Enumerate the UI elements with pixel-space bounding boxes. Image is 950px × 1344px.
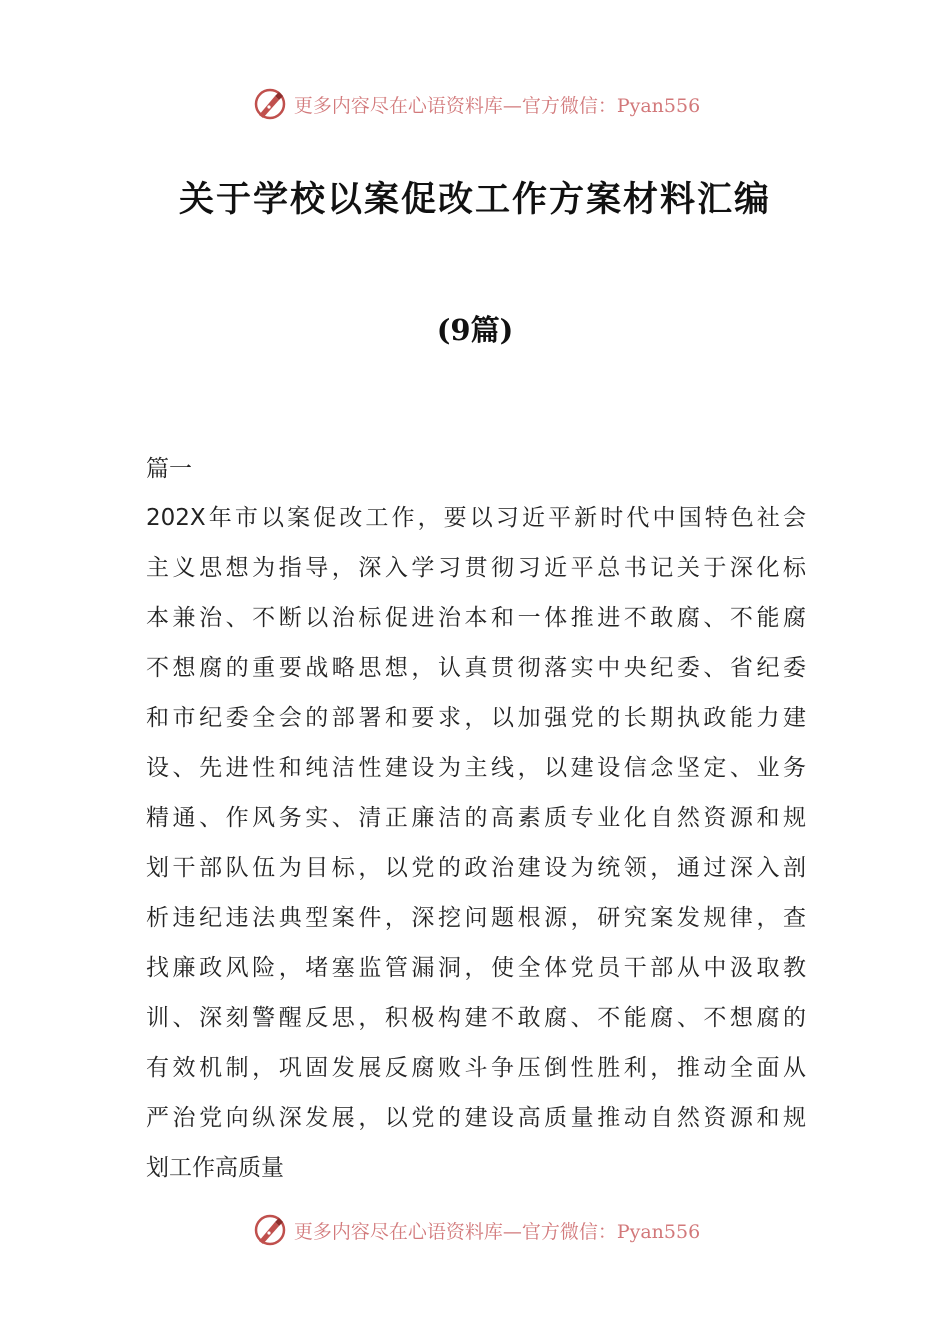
banner-text: 更多内容尽在心语资料库—官方微信：Pyan556 [293, 94, 701, 117]
document-title: 关于学校以案促改工作方案材料汇编 [178, 179, 771, 220]
body-line: 析违纪违法典型案件，深挖问题根源，研究案发规律，查 [146, 905, 806, 931]
body-line: 主义思想为指导，深入学习贯彻习近平总书记关于深化标 [146, 555, 806, 581]
body-line: 找廉政风险，堵塞监管漏洞，使全体党员干部从中汲取教 [146, 955, 806, 981]
body-line: 和市纪委全会的部署和要求，以加强党的长期执政能力建 [146, 705, 806, 731]
body-line: 202X年市以案促改工作，要以习近平新时代中国特色社会 [146, 505, 806, 531]
pen-nib-logo-icon [250, 84, 290, 124]
body-paragraph [146, 493, 806, 1193]
header-banner [0, 82, 950, 126]
body-line: 有效机制，巩固发展反腐败斗争压倒性胜利，推动全面从 [146, 1055, 806, 1081]
body-line: 严治党向纵深发展，以党的建设高质量推动自然资源和规 [146, 1105, 806, 1131]
body-line: 划干部队伍为目标，以党的政治建设为统领，通过深入剖 [146, 855, 806, 881]
document-subtitle: (9篇) [436, 313, 514, 347]
body-line: 划工作高质量 [146, 1155, 284, 1181]
section-heading: 篇一 [146, 456, 192, 482]
pen-nib-logo-icon [250, 1210, 290, 1250]
body-line: 设、先进性和纯洁性建设为主线，以建设信念坚定、业务 [146, 755, 806, 781]
body-line: 精通、作风务实、清正廉洁的高素质专业化自然资源和规 [146, 805, 806, 831]
body-line: 不想腐的重要战略思想，认真贯彻落实中央纪委、省纪委 [146, 655, 806, 681]
footer-banner [0, 1208, 950, 1252]
banner-text: 更多内容尽在心语资料库—官方微信：Pyan556 [293, 1220, 701, 1243]
body-line: 训、深刻警醒反思，积极构建不敢腐、不能腐、不想腐的 [146, 1005, 806, 1031]
body-line: 本兼治、不断以治标促进治本和一体推进不敢腐、不能腐 [146, 605, 806, 631]
